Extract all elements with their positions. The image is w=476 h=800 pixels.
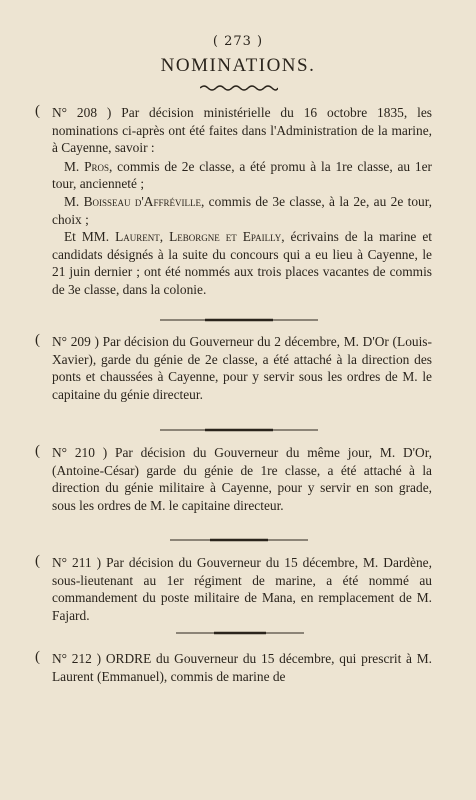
entry-208: ( N° 208 ) Par décision ministérielle du 16 octobre 1835, les nominations ci-après ont été faites dans l'Administration de la marine, à Cayenne, savoir : M. Pros, commis de 2e classe, a été promu à la 1re classe, au 1er tour, ancienneté ; M. Boisseau d'Affréville, commis de 3e classe, à la 2e, au 2e tour, choix ; Et MM. Laurent, Leborgne et Epailly, écrivains de la marine et candidats désignés à la suite du concours qui a eu lieu à Cayenne, le 21 juin dernier ; ont été nommés aux trois places vacantes de commis de 3e classe, dans la colonie.	[35, 103, 433, 297]
entry-211: ( N° 211 ) Par décision du Gouverneur du 15 décembre, M. Dardène, sous-lieutenant au 1er régiment de marine, a été nommé au commandement du poste militaire de Mana, en remplacement de M. Fajard.	[35, 553, 432, 623]
bracket-mark: (	[35, 553, 40, 569]
bracket-mark: (	[35, 443, 40, 459]
entry-text: Par décision du Gouverneur du même jour, M. D'Or, (Antoine-César) garde du génie de 1re classe, a été attaché à la direction du génie militaire à Cayenne, pour y servir en son grade, sous les ordres de M. le capitaine directeur.	[52, 445, 432, 513]
bracket-mark: (	[35, 332, 40, 348]
section-rule	[160, 428, 318, 431]
bracket-mark: (	[35, 649, 40, 665]
person-name: Laurent, Leborgne et Epailly	[115, 229, 282, 245]
person-name: Boisseau d'Affréville	[83, 193, 201, 209]
ornament-divider	[200, 84, 278, 92]
entry-text: ORDRE du Gouverneur du 15 décembre, qui prescrit à M. Laurent (Emmanuel), commis de marine de	[52, 651, 433, 684]
entry-number: N° 209	[52, 334, 91, 349]
entry-209: ( N° 209 ) Par décision du Gouverneur du 2 décembre, M. D'Or (Louis-Xavier), garde du génie de 2e classe, a été attaché à la direction des ponts et chaussées à Cayenne, pour y servir sous les ordres de M. le capitaine du génie directeur.	[35, 332, 432, 402]
entry-210: ( N° 210 ) Par décision du Gouverneur du même jour, M. D'Or, (Antoine-César) garde du génie de 1re classe, a été attaché à la direction du génie militaire à Cayenne, pour y servir en son grade, sous les ordres de M. le capitaine directeur.	[35, 443, 432, 513]
entry-item: M. Pros, commis de 2e classe, a été promu à la 1re classe, au 1er tour, ancienneté ;	[52, 158, 433, 192]
entry-text: Par décision du Gouverneur du 2 décembre, M. D'Or (Louis-Xavier), garde du génie de 2e classe, a été attaché à la direction des ponts et chaussées à Cayenne, pour y servir sous les ordres de M. le capitaine du génie directeur.	[52, 334, 432, 402]
section-rule	[170, 538, 308, 541]
entry-number: N° 211	[52, 555, 92, 570]
bracket-mark: (	[35, 103, 40, 119]
person-name: Pros	[84, 158, 110, 174]
entry-number: N° 212	[52, 651, 92, 666]
entry-item: M. Boisseau d'Affréville, commis de 3e classe, à la 2e, au 2e tour, choix ;	[52, 193, 433, 227]
page-title: NOMINATIONS.	[160, 55, 316, 76]
section-rule	[176, 631, 304, 634]
page-number: ( 273 )	[212, 34, 264, 49]
entry-212: ( N° 212 ) ORDRE du Gouverneur du 15 décembre, qui prescrit à M. Laurent (Emmanuel), commis de marine de	[35, 649, 433, 684]
entry-number: N° 210	[52, 445, 95, 460]
entry-item: Et MM. Laurent, Leborgne et Epailly, écrivains de la marine et candidats désignés à la suite du concours qui a eu lieu à Cayenne, le 21 juin dernier ; ont été nommés aux trois places vacantes de commis de 3e classe, dans la colonie.	[52, 229, 432, 297]
entry-text: Par décision du Gouverneur du 15 décembre, M. Dardène, sous-lieutenant au 1er régiment de marine, a été nommé au commandement du poste militaire de Mana, en remplacement de M. Fajard.	[52, 555, 432, 623]
section-rule	[160, 318, 318, 321]
entry-number: N° 208	[52, 105, 98, 120]
entry-text: Par décision ministérielle du 16 octobre 1835, les nominations ci-après ont été faites dans l'Administration de la marine, à Cayenne, savoir :	[52, 105, 432, 156]
